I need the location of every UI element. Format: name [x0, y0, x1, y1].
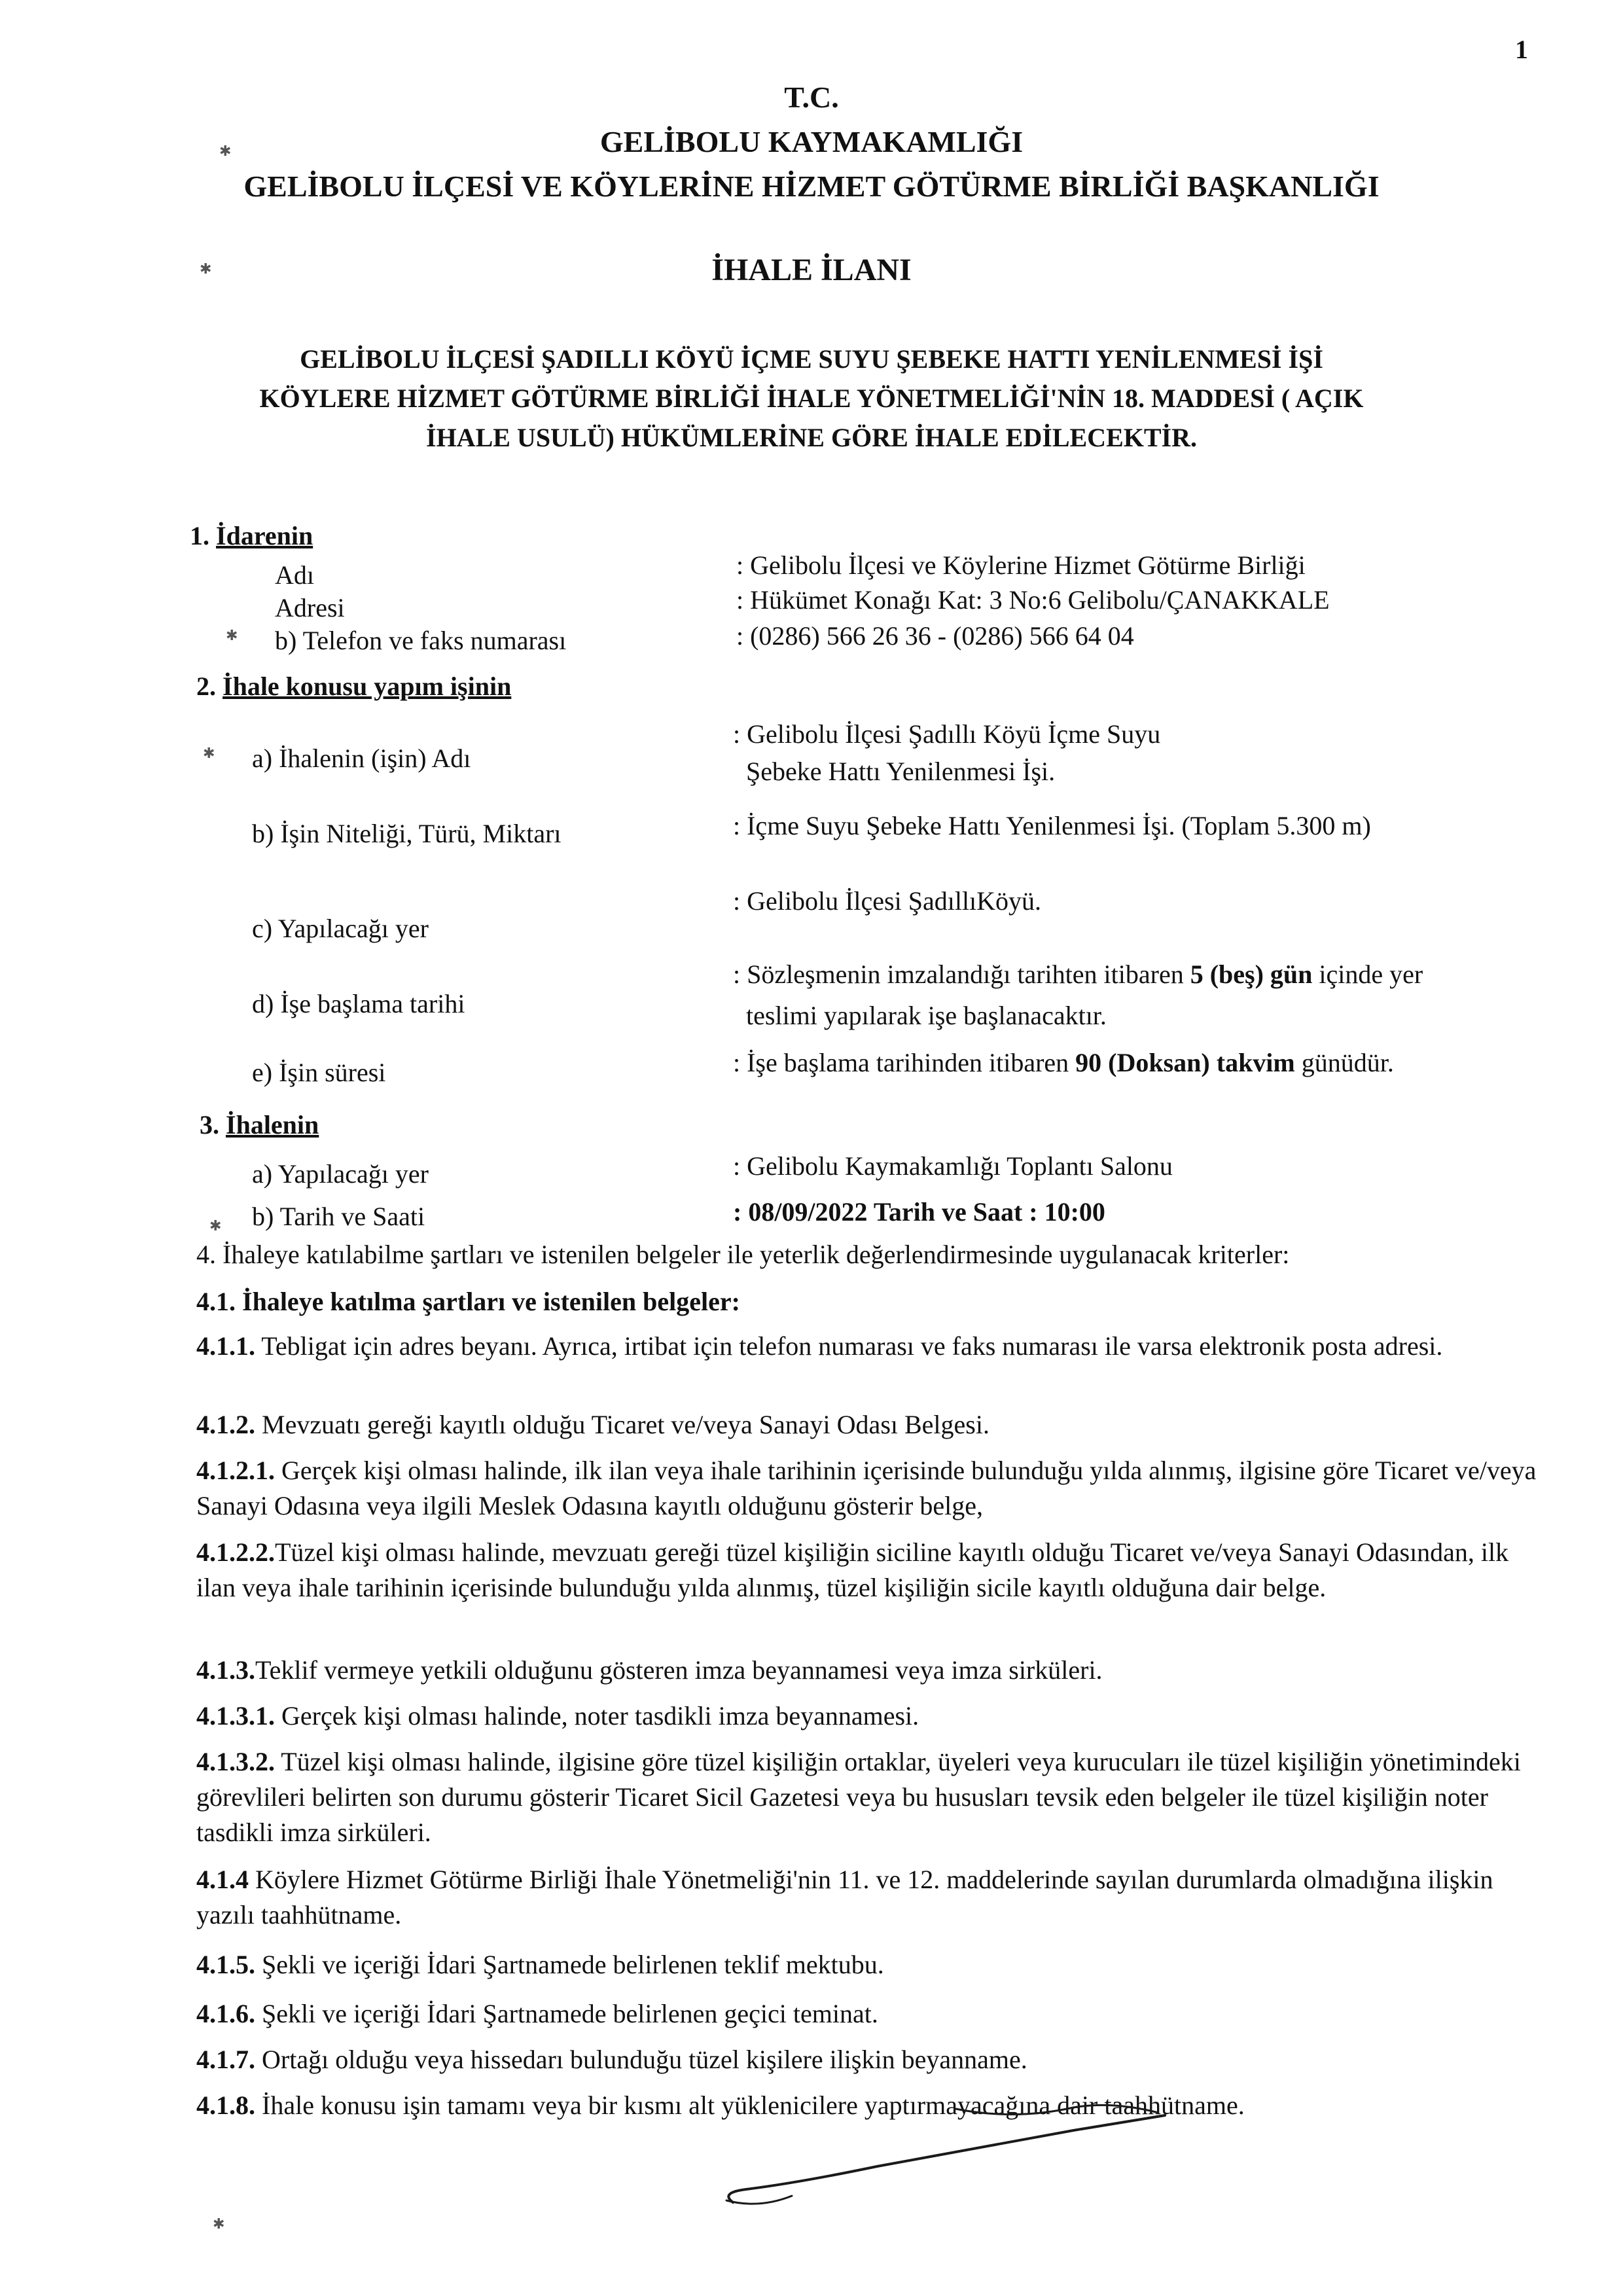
item-4-1-2-num: 4.1.2.: [196, 1410, 255, 1439]
section3-heading: [200, 1109, 319, 1140]
ihale-adi-value-2: Şebeke Hattı Yenilenmesi İşi.: [746, 757, 1056, 786]
item-4-1-2: [196, 1407, 1544, 1443]
is-suresi-value-post: günüdür.: [1294, 1048, 1394, 1077]
idare-adi-label: Adı: [275, 560, 314, 590]
item-4-1-7-text: Ortağı olduğu veya hissedarı bulunduğu tüzel kişilere ilişkin beyanname.: [255, 2045, 1027, 2074]
ise-baslama-value-2: teslimi yapılarak işe başlanacaktır.: [746, 1001, 1107, 1030]
section3-title: İhalenin: [226, 1110, 319, 1139]
item-4-1-3-1: [196, 1698, 1544, 1734]
item-4-1-3-2: [196, 1744, 1544, 1850]
section4-subheading: 4.1. İhaleye katılma şartları ve istenilen belgeler:: [196, 1287, 740, 1316]
idare-adi-value: : Gelibolu İlçesi ve Köylerine Hizmet Götürme Birliği: [736, 550, 1306, 580]
scan-speck: ✱: [203, 745, 215, 761]
item-4-1-5-text: Şekli ve içeriği İdari Şartnamede belirlenen teklif mektubu.: [255, 1950, 884, 1979]
ise-baslama-label: d) İşe başlama tarihi: [252, 989, 465, 1018]
item-4-1-6: [196, 1996, 1544, 2032]
item-4-1-2-text: Mevzuatı gereği kayıtlı olduğu Ticaret ve/veya Sanayi Odası Belgesi.: [255, 1410, 990, 1439]
item-4-1-2-1-num: 4.1.2.1.: [196, 1456, 275, 1485]
item-4-1-2-2: [196, 1535, 1544, 1605]
section2-number: 2.: [196, 672, 216, 701]
is-suresi-label: e) İşin süresi: [252, 1058, 386, 1087]
is-suresi-value: [733, 1047, 1394, 1078]
ihale-adi-label: a) İhalenin (işin) Adı: [252, 744, 471, 773]
item-4-1-2-1-text: Gerçek kişi olması halinde, ilk ilan veya ihale tarihinin içerisinde bulunduğu yılda alınmış, ilgisine göre Ticaret ve/veya Sanayi Odasına veya ilgili Meslek Odasına kayıtlı olduğunu gösterir belge,: [196, 1456, 1537, 1520]
section1-title: İdarenin: [216, 521, 313, 550]
item-4-1-2-2-text: Tüzel kişi olması halinde, mevzuatı gereği tüzel kişiliğin siciline kayıtlı olduğu Ticaret ve/veya Sanayi Odasından, ilk ilan veya ihale tarihinin içerisinde bulunduğu yılda alınmış, tüzel kişiliğin sicile kayıtlı olduğuna dair belge.: [196, 1537, 1509, 1602]
section2-heading: [196, 671, 511, 702]
section3-number: 3.: [200, 1110, 219, 1139]
section1-heading: [190, 520, 313, 551]
section2-title: İhale konusu yapım işinin: [223, 672, 512, 701]
item-4-1-1: [196, 1329, 1544, 1364]
intro-line-1: GELİBOLU İLÇESİ ŞADILLI KÖYÜ İÇME SUYU ŞEBEKE HATTI YENİLENMESİ İŞİ: [300, 344, 1323, 374]
item-4-1-4: [196, 1862, 1544, 1933]
item-4-1-2-2-num: 4.1.2.2.: [196, 1537, 275, 1567]
yapilacagi-yer-label: c) Yapılacağı yer: [252, 914, 429, 943]
idare-telefon-value: : (0286) 566 26 36 - (0286) 566 64 04: [736, 621, 1134, 651]
intro-line-3: İHALE USULÜ) HÜKÜMLERİNE GÖRE İHALE EDİLECEKTİR.: [426, 423, 1197, 452]
ihale-yeri-value: : Gelibolu Kaymakamlığı Toplantı Salonu: [733, 1151, 1173, 1181]
item-4-1-3-2-num: 4.1.3.2.: [196, 1747, 275, 1776]
item-4-1-3: [196, 1653, 1544, 1688]
item-4-1-3-2-text: Tüzel kişi olması halinde, ilgisine göre tüzel kişiliğin ortaklar, üyeleri veya kurucuları ile tüzel kişiliğin yönetimindeki görevlileri belirten son durumu gösterir Ticaret Sicil Gazetesi veya bu hususları tevsik eden belgeler ile tüzel kişiliğin noter tasdikli imza sirküleri.: [196, 1747, 1521, 1847]
ise-baslama-value-1: [733, 959, 1423, 990]
item-4-1-5: [196, 1947, 1544, 1982]
ihale-yeri-label: a) Yapılacağı yer: [252, 1159, 429, 1189]
ihale-adi-value-1: : Gelibolu İlçesi Şadıllı Köyü İçme Suyu: [733, 719, 1161, 749]
section1-number: 1.: [190, 521, 209, 550]
ihale-tarih-label: b) Tarih ve Saati: [252, 1202, 425, 1231]
item-4-1-8-text: İhale konusu işin tamamı veya bir kısmı alt yüklenicilere yaptırmayacağına dair taahhütname.: [255, 2090, 1245, 2120]
item-4-1-7-num: 4.1.7.: [196, 2045, 255, 2074]
yapilacagi-yer-value: : Gelibolu İlçesi ŞadıllıKöyü.: [733, 886, 1042, 916]
is-niteligi-label: b) İşin Niteliği, Türü, Miktarı: [252, 819, 562, 848]
ise-baslama-value-bold: 5 (beş) gün: [1190, 960, 1313, 989]
item-4-1-8-num: 4.1.8.: [196, 2090, 255, 2120]
item-4-1-5-num: 4.1.5.: [196, 1950, 255, 1979]
scan-speck: ✱: [200, 260, 212, 277]
is-suresi-value-pre: : İşe başlama tarihinden itibaren: [733, 1048, 1076, 1077]
ihale-tarih-value: : 08/09/2022 Tarih ve Saat : 10:00: [733, 1197, 1105, 1227]
is-suresi-value-bold: 90 (Doksan) takvim: [1075, 1048, 1295, 1077]
idare-telefon-label: b) Telefon ve faks numarası: [275, 626, 567, 655]
header-birlik: GELİBOLU İLÇESİ VE KÖYLERİNE HİZMET GÖTÜRME BİRLİĞİ BAŞKANLIĞI: [243, 170, 1380, 203]
item-4-1-3-1-text: Gerçek kişi olması halinde, noter tasdikli imza beyannamesi.: [275, 1701, 919, 1731]
scan-speck: ✱: [213, 2215, 225, 2232]
handwritten-signature: [707, 2062, 1427, 2219]
item-4-1-1-text: Tebligat için adres beyanı. Ayrıca, irtibat için telefon numarası ve faks numarası ile varsa elektronik posta adresi.: [255, 1331, 1443, 1361]
item-4-1-6-num: 4.1.6.: [196, 1999, 255, 2028]
idare-adres-label: Adresi: [275, 593, 345, 622]
scan-speck: ✱: [209, 1217, 222, 1234]
item-4-1-6-text: Şekli ve içeriği İdari Şartnamede belirlenen geçici teminat.: [255, 1999, 878, 2028]
header-kaymakamlik: GELİBOLU KAYMAKAMLIĞI: [599, 125, 1024, 158]
is-niteligi-value: : İçme Suyu Şebeke Hattı Yenilenmesi İşi. (Toplam 5.300 m): [733, 811, 1371, 840]
document-title: İHALE İLANI: [711, 253, 912, 287]
idare-adres-value: : Hükümet Konağı Kat: 3 No:6 Gelibolu/ÇANAKKALE: [736, 585, 1330, 615]
ise-baslama-value-post: içinde yer: [1312, 960, 1423, 989]
ise-baslama-value-pre: : Sözleşmenin imzalandığı tarihten itibaren: [733, 960, 1190, 989]
item-4-1-3-1-num: 4.1.3.1.: [196, 1701, 275, 1731]
item-4-1-4-text: Köylere Hizmet Götürme Birliği İhale Yönetmeliği'nin 11. ve 12. maddelerinde sayılan durumlarda olmadığına ilişkin yazılı taahhütname.: [196, 1865, 1493, 1929]
scan-speck: ✱: [219, 143, 232, 159]
item-4-1-3-text: Teklif vermeye yetkili olduğunu gösteren imza beyannamesi veya imza sirküleri.: [255, 1655, 1103, 1685]
item-4-1-1-num: 4.1.1.: [196, 1331, 255, 1361]
item-4-1-4-num: 4.1.4: [196, 1865, 249, 1894]
scan-speck: ✱: [226, 627, 238, 643]
item-4-1-2-1: [196, 1453, 1544, 1524]
item-4-1-3-num: 4.1.3.: [196, 1655, 255, 1685]
header-tc: T.C.: [784, 81, 839, 114]
section4-intro: 4. İhaleye katılabilme şartları ve istenilen belgeler ile yeterlik değerlendirmesinde uygulanacak kriterler:: [196, 1240, 1290, 1269]
intro-line-2: KÖYLERE HİZMET GÖTÜRME BİRLİĞİ İHALE YÖNETMELİĞİ'NİN 18. MADDESİ ( AÇIK: [259, 384, 1364, 413]
page-number: 1: [1515, 35, 1528, 64]
